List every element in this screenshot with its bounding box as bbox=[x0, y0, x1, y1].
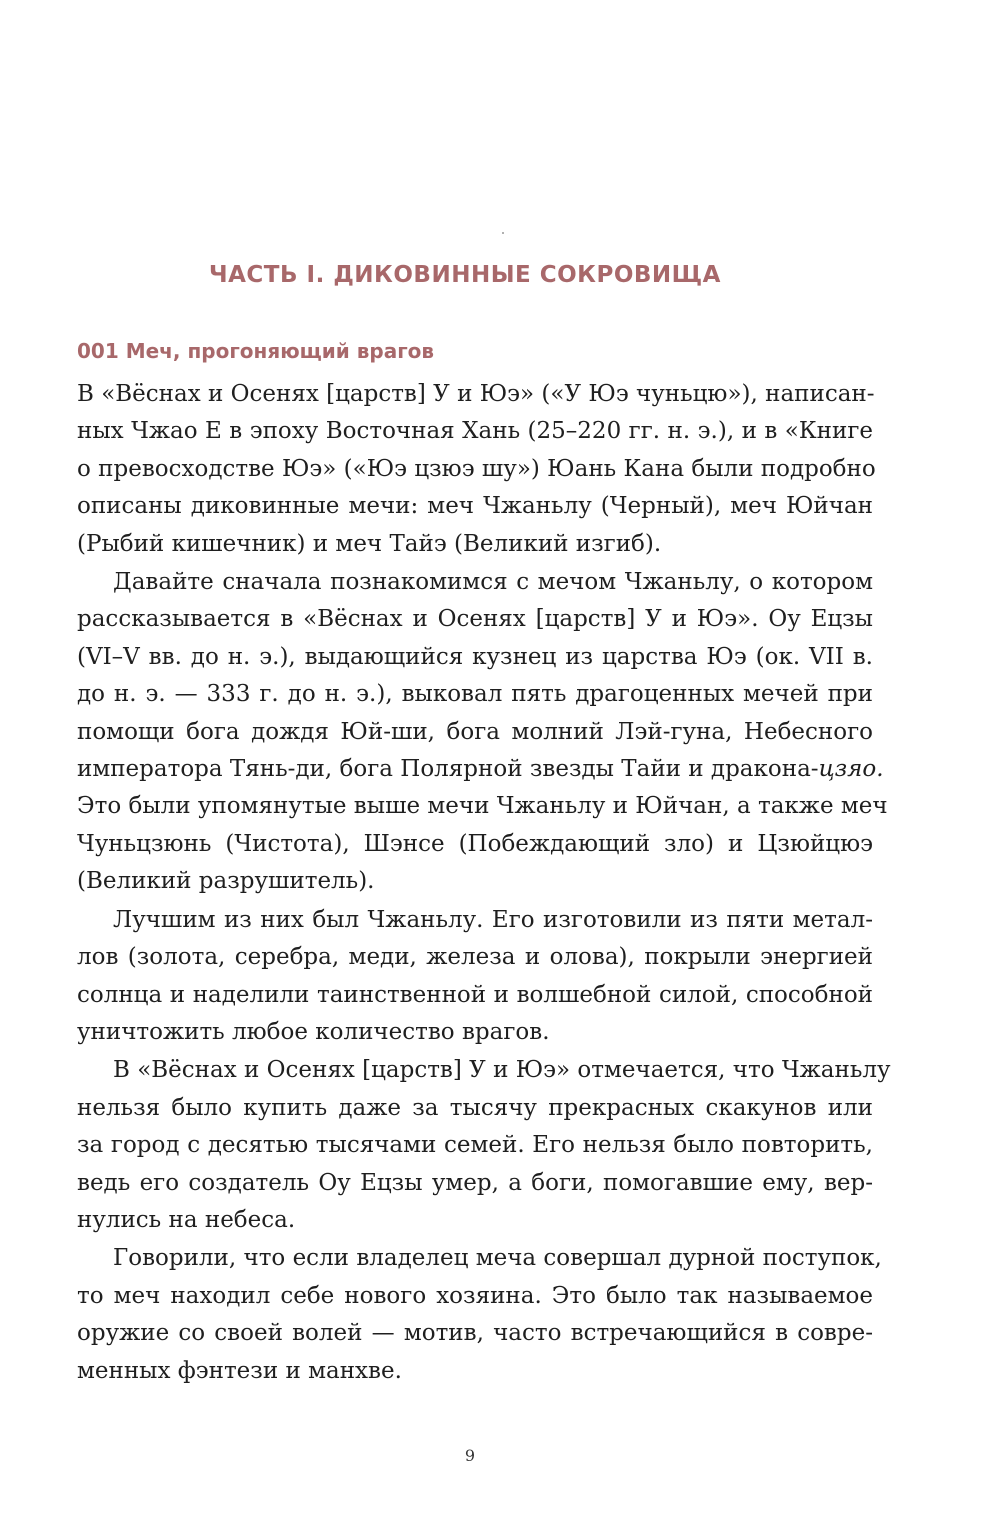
text-line: Давайте сначала познакомимся с мечом Чжаньлу, о котором bbox=[113, 569, 873, 596]
italic-term: цзяо. bbox=[818, 756, 884, 783]
text-line: уничтожить любое количество врагов. bbox=[77, 1018, 550, 1045]
text-line: нулись на небеса. bbox=[77, 1206, 296, 1233]
text-line: нельзя было купить даже за тысячу прекрасных скакунов или bbox=[77, 1094, 873, 1121]
text-line bbox=[77, 751, 884, 788]
text-line: за город с десятью тысячами семей. Его нельзя было повторить, bbox=[77, 1132, 873, 1159]
paragraph-2 bbox=[77, 564, 888, 901]
text-line: описаны диковинные мечи: меч Чжаньлу (Черный), меч Юйчан bbox=[77, 493, 873, 520]
text-line: ведь его создатель Оу Ецзы умер, а боги, помогавшие ему, вер- bbox=[77, 1169, 873, 1196]
text-line: ных Чжао Е в эпоху Восточная Хань (25–220 гг. н. э.), и в «Книге bbox=[77, 418, 873, 445]
page-number: 9 bbox=[464, 1446, 476, 1465]
paragraph-1 bbox=[77, 376, 876, 563]
text-line: то меч находил себе нового хозяина. Это было так называемое bbox=[77, 1282, 873, 1309]
section-title: 001 Меч, прогоняющий врагов bbox=[77, 339, 435, 363]
text-line: В «Вёснах и Осенях [царств] У и Юэ» отмечается, что Чжаньлу bbox=[113, 1057, 891, 1084]
body-text bbox=[77, 376, 891, 1390]
text-line: до н. э. — 333 г. до н. э.), выковал пять драгоценных мечей при bbox=[77, 681, 873, 708]
text-line: солнца и наделили таинственной и волшебной силой, способной bbox=[77, 981, 873, 1008]
paragraph-3 bbox=[77, 902, 873, 1052]
text-line: менных фэнтези и манхве. bbox=[77, 1357, 402, 1384]
text-line: Чуньцзюнь (Чистота), Шэнсе (Побеждающий зло) и Цзюйцюэ bbox=[77, 830, 873, 857]
text-line: о превосходстве Юэ» («Юэ цзюэ шу») Юань Кана были подробно bbox=[77, 455, 876, 482]
text-line: Лучшим из них был Чжаньлу. Его изготовили из пяти метал- bbox=[113, 906, 873, 933]
text-line: оружие со своей волей — мотив, часто встречающийся в совре- bbox=[77, 1320, 873, 1347]
text-line: лов (золота, серебра, меди, железа и олова), покрыли энергией bbox=[77, 944, 873, 971]
paragraph-4 bbox=[77, 1052, 891, 1239]
text-line-prefix: императора Тянь-ди, бога Полярной звезды Тайи и дракона- bbox=[77, 756, 819, 783]
print-speck bbox=[502, 232, 504, 234]
text-line: Это были упомянутые выше мечи Чжаньлу и Юйчан, а также меч bbox=[77, 793, 888, 820]
text-line: (Рыбий кишечник) и меч Тайэ (Великий изгиб). bbox=[77, 530, 662, 557]
text-line: (Великий разрушитель). bbox=[77, 868, 375, 895]
paragraph-5 bbox=[77, 1240, 882, 1390]
part-title: ЧАСТЬ I. ДИКОВИННЫЕ СОКРОВИЩА bbox=[209, 262, 721, 288]
text-line: В «Вёснах и Осенях [царств] У и Юэ» («У Юэ чуньцю»), написан- bbox=[77, 381, 875, 407]
text-line: рассказывается в «Вёснах и Осенях [царств] У и Юэ». Оу Ецзы bbox=[77, 606, 873, 633]
text-line: (VI–V вв. до н. э.), выдающийся кузнец из царства Юэ (ок. VII в. bbox=[77, 643, 873, 670]
text-line: Говорили, что если владелец меча совершал дурной поступок, bbox=[113, 1245, 882, 1272]
text-line: помощи бога дождя Юй-ши, бога молний Лэй-гуна, Небесного bbox=[77, 718, 873, 745]
